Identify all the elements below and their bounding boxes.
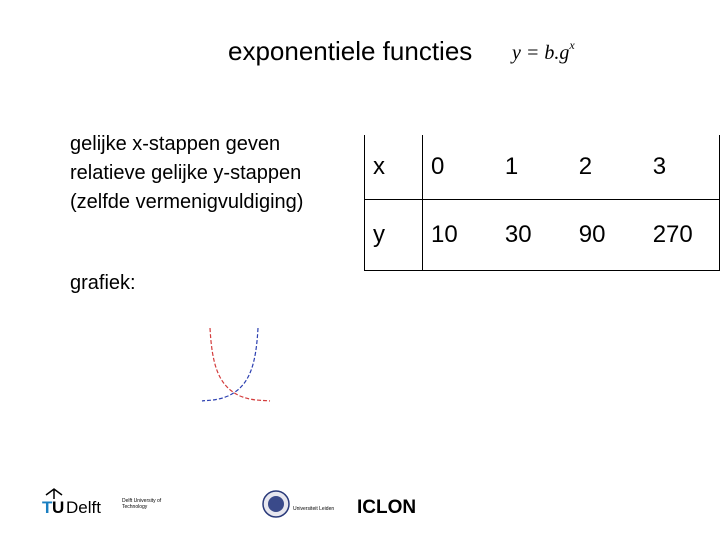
leiden-name: Universiteit Leiden <box>293 506 335 512</box>
table-cell: 3 <box>645 135 720 200</box>
formula-base: y = b.g <box>512 42 570 64</box>
description <box>70 130 303 217</box>
table-row-y <box>365 200 720 271</box>
leiden-seal <box>262 488 290 520</box>
svg-text:T: T <box>42 498 53 517</box>
table-cell: 270 <box>645 200 720 271</box>
table-header-y: y <box>365 200 423 271</box>
table-cell: 10 <box>422 200 496 271</box>
page-title: exponentiele functies <box>228 36 473 66</box>
table-cell: 90 <box>571 200 645 271</box>
graph-label: grafiek: <box>70 272 136 294</box>
tudelft-logo <box>42 487 120 517</box>
formula-exponent: x <box>569 38 575 52</box>
iclon-logo: ICLON <box>357 497 417 518</box>
description-line-3: (zelfde vermenigvuldiging) <box>70 191 304 213</box>
table-row-x <box>365 135 720 200</box>
formula <box>512 38 575 65</box>
description-line-2: relatieve gelijke y-stappen <box>70 162 302 184</box>
table-cell: 30 <box>497 200 571 271</box>
table-cell: 1 <box>497 135 571 200</box>
table-cell: 0 <box>422 135 496 200</box>
exponential-graph <box>196 324 276 406</box>
decreasing-curve <box>210 328 270 401</box>
table-header-x: x <box>365 135 423 200</box>
tudelft-name: Delft University of Technology <box>122 498 162 510</box>
value-table <box>364 135 720 271</box>
table-cell: 2 <box>571 135 645 200</box>
svg-text:U: U <box>52 498 65 517</box>
description-line-1: gelijke x-stappen geven <box>70 133 281 155</box>
svg-text:Delft: Delft <box>66 498 101 517</box>
